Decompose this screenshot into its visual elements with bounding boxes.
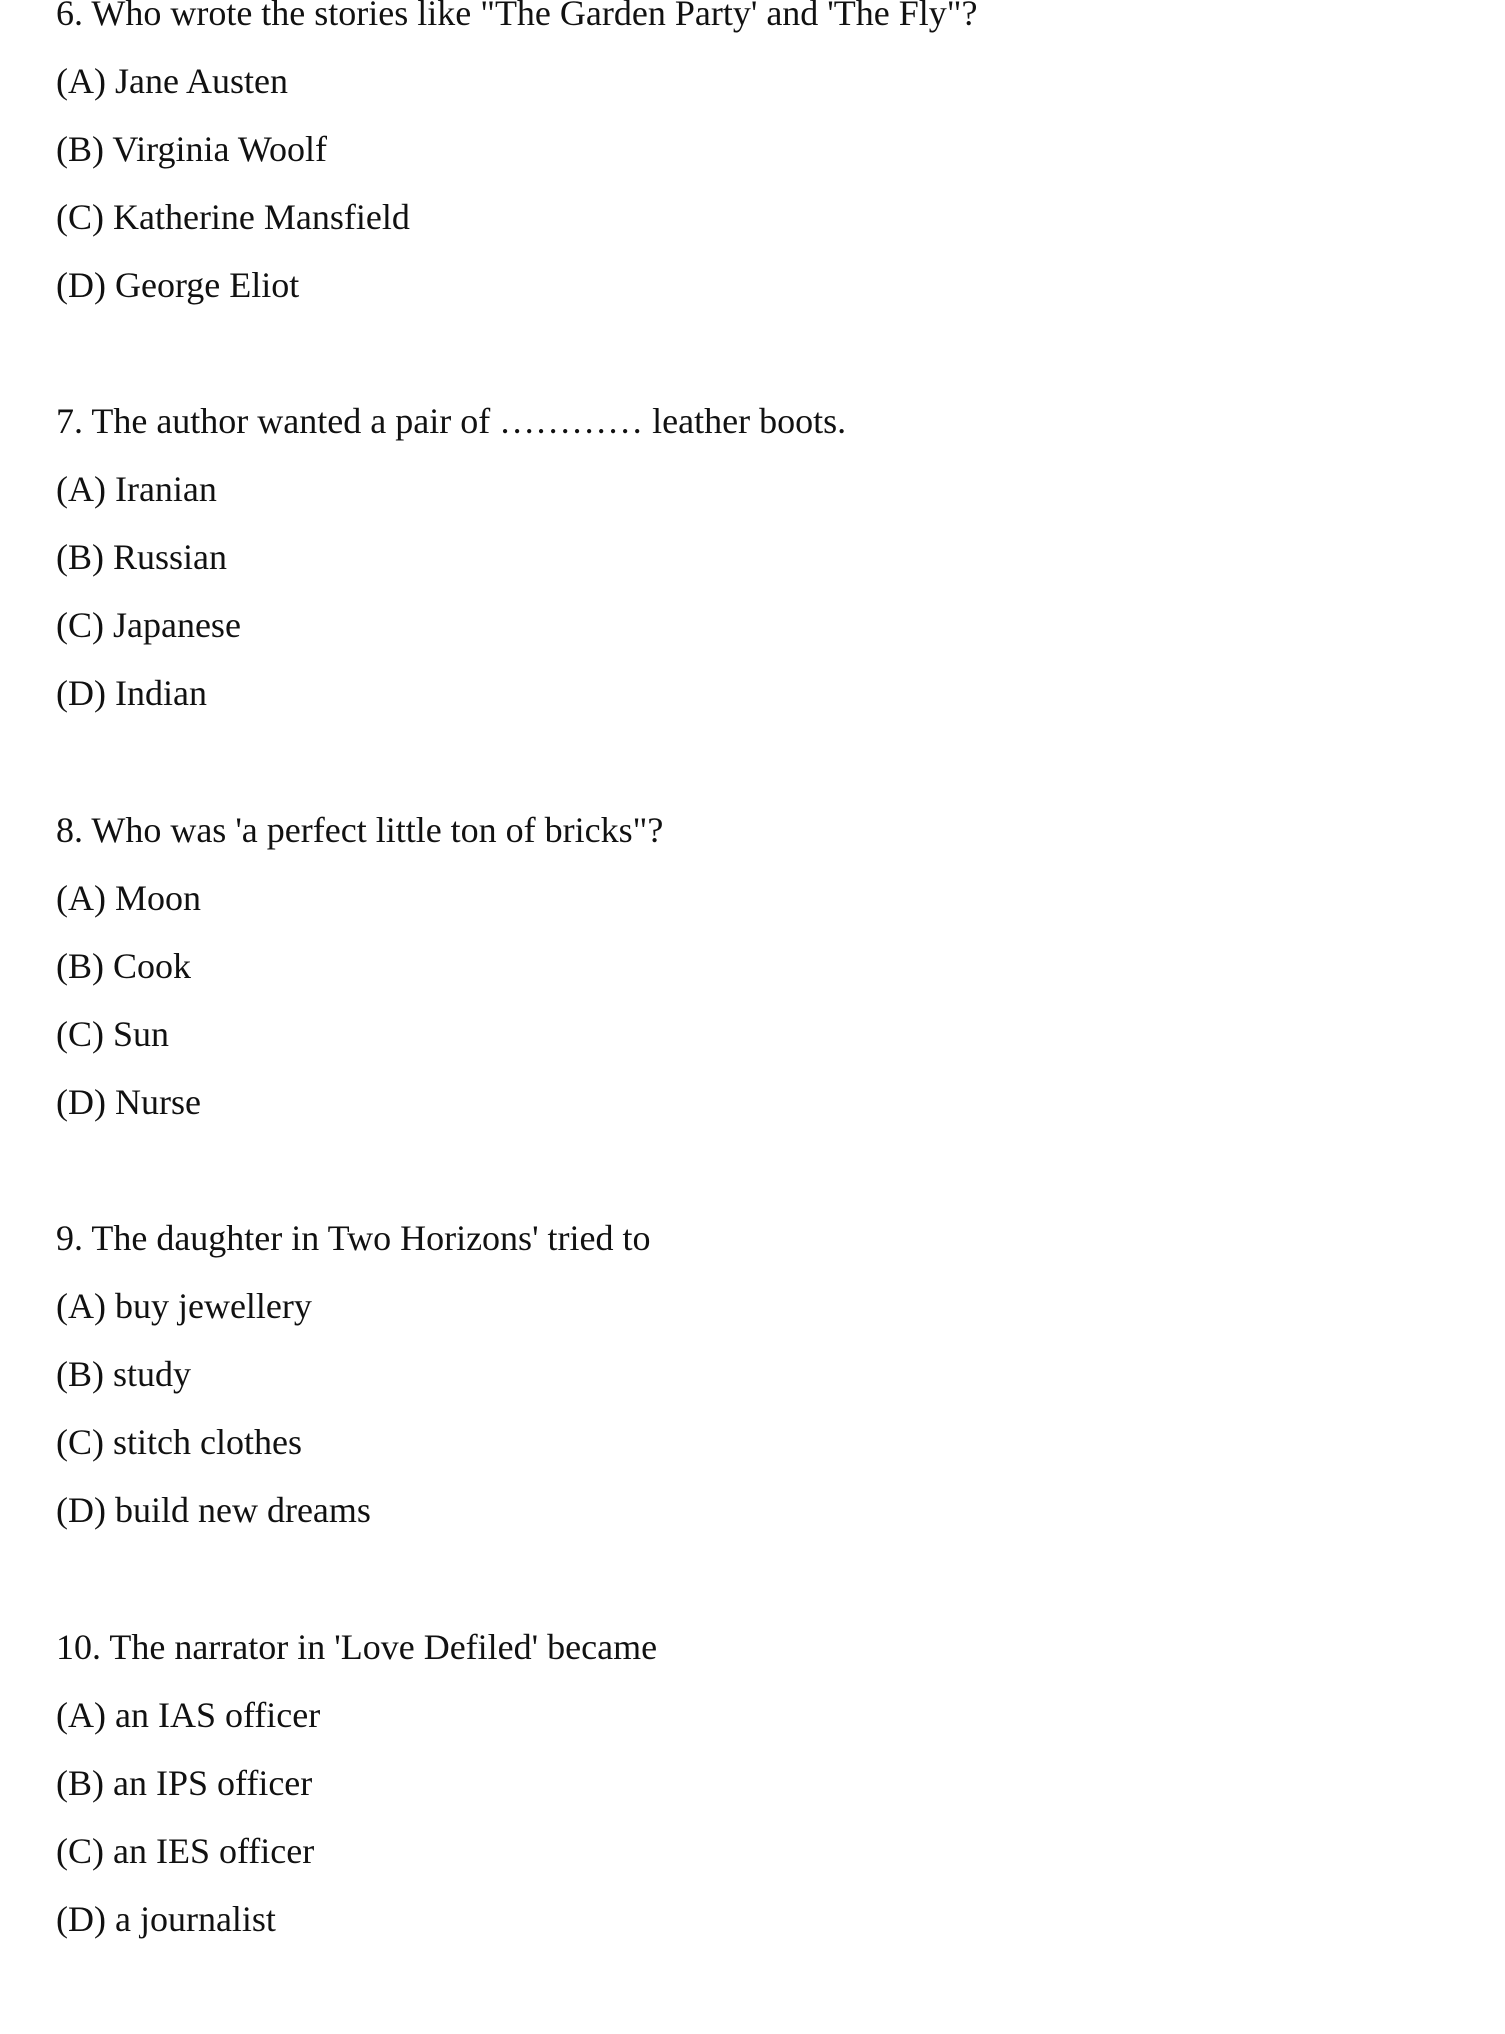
question-text: 7. The author wanted a pair of ………… leather boots. bbox=[56, 401, 847, 441]
option-b: (B) Virginia Woolf bbox=[56, 129, 327, 169]
option-b: (B) Russian bbox=[56, 537, 227, 577]
option-d: (D) build new dreams bbox=[56, 1490, 371, 1530]
question-6 bbox=[56, 0, 1456, 319]
option-a: (A) Iranian bbox=[56, 469, 217, 509]
option-b: (B) study bbox=[56, 1354, 191, 1394]
question-text: 8. Who was 'a perfect little ton of bricks"? bbox=[56, 810, 664, 850]
option-c: (C) Katherine Mansfield bbox=[56, 197, 410, 237]
option-a: (A) an IAS officer bbox=[56, 1695, 321, 1735]
question-text: 9. The daughter in Two Horizons' tried to bbox=[56, 1218, 651, 1258]
option-c: (C) stitch clothes bbox=[56, 1422, 302, 1462]
option-b: (B) an IPS officer bbox=[56, 1763, 313, 1803]
question-9 bbox=[56, 1204, 1456, 1544]
question-7 bbox=[56, 387, 1456, 727]
option-c: (C) Sun bbox=[56, 1014, 170, 1054]
option-b: (B) Cook bbox=[56, 946, 191, 986]
option-c: (C) Japanese bbox=[56, 605, 241, 645]
option-a: (A) Jane Austen bbox=[56, 61, 288, 101]
option-d: (D) George Eliot bbox=[56, 265, 300, 305]
option-d: (D) a journalist bbox=[56, 1899, 276, 1939]
option-d: (D) Nurse bbox=[56, 1082, 201, 1122]
question-text: 10. The narrator in 'Love Defiled' became bbox=[56, 1627, 658, 1667]
question-8 bbox=[56, 796, 1456, 1136]
question-text: 6. Who wrote the stories like "The Garden Party' and 'The Fly"? bbox=[56, 0, 978, 33]
option-a: (A) buy jewellery bbox=[56, 1286, 312, 1326]
option-c: (C) an IES officer bbox=[56, 1831, 315, 1871]
question-10 bbox=[56, 1613, 1456, 1953]
option-d: (D) Indian bbox=[56, 673, 207, 713]
option-a: (A) Moon bbox=[56, 878, 201, 918]
